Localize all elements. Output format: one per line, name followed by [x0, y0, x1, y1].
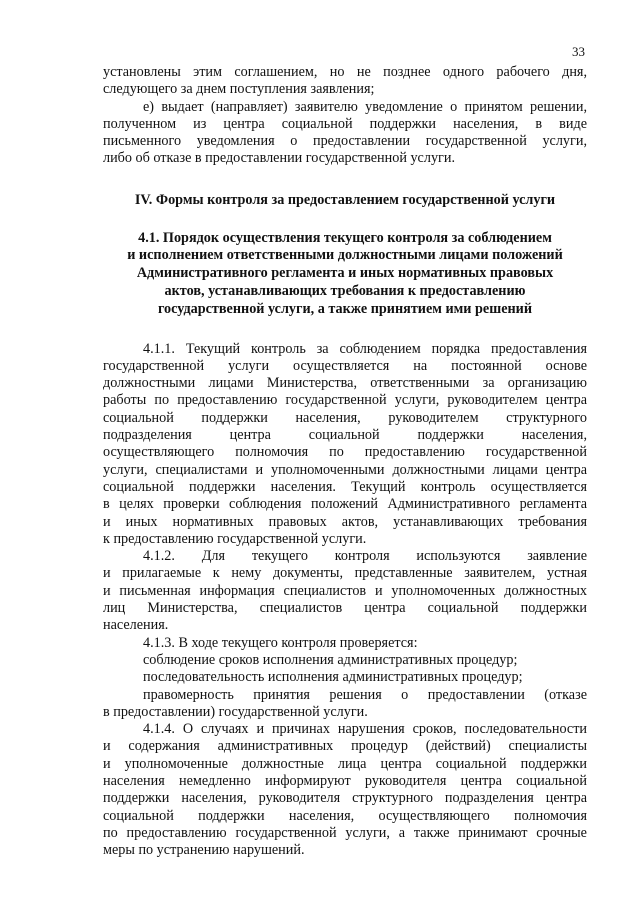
text-line: установлены этим соглашением, но не позднее одного рабочего дня, [103, 64, 587, 80]
subsection-title-line: государственной услуги, а также принятием ими решений [157, 300, 533, 317]
text-line: социальной поддержки населения, руководителем структурного [103, 409, 587, 426]
text-line: лиц Министерства, специалистов центра социальной поддержки [103, 600, 587, 617]
text-line: е) выдает (направляет) заявителю уведомление о принятом решении, [143, 98, 587, 115]
text-line: и письменная информация специалистов и уполномоченных должностных [103, 582, 587, 599]
text-line: полученном из центра социальной поддержки населения, в виде [103, 115, 587, 132]
subsection-title-line: актов, устанавливающих требования к предоставлению [164, 282, 526, 299]
text-line: либо об отказе в предоставлении государственной услуги. [103, 150, 455, 167]
section-title: IV. Формы контроля за предоставлением государственной услуги [134, 191, 556, 208]
page-number: 33 [572, 44, 585, 59]
text-line: правомерность принятия решения о предоставлении (отказе [143, 686, 587, 703]
text-line: соблюдение сроков исполнения административных процедур; [143, 651, 518, 668]
subsection-title-line: Административного регламента и иных нормативных правовых [136, 265, 554, 282]
text-line: поддержки населения, руководителя структурного подразделения центра [103, 790, 587, 807]
text-line: населения. [103, 617, 169, 634]
text-line: 4.1.2. Для текущего контроля используются заявление [143, 548, 587, 565]
text-line: последовательность исполнения административных процедур; [143, 669, 523, 686]
subsection-title-line: и исполнением ответственными должностными лицами положений [127, 247, 563, 264]
text-line: и содержания административных процедур (действий) специалисты [103, 738, 587, 755]
text-line: и прилагаемые к нему документы, представленные заявителем, устная [103, 565, 587, 582]
subsection-title [103, 230, 587, 319]
text-line: 4.1.4. О случаях и причинах нарушения сроков, последовательности [143, 721, 587, 738]
text-line: государственной услуги осуществляется на постоянной основе [103, 357, 587, 374]
text-line: осуществляющего полномочия по предоставлению государственной [103, 444, 587, 461]
text-line: социальной поддержки населения. Текущий контроль осуществляется [103, 478, 587, 495]
document-body [103, 64, 587, 859]
text-line: услуги, специалистами и уполномоченными должностными лицами центра [103, 461, 587, 478]
text-line: в предоставлении) государственной услуги. [103, 703, 368, 720]
text-line: к предоставлению государственной услуги. [103, 530, 367, 547]
text-line: меры по устранению нарушений. [103, 842, 305, 859]
text-line: 4.1.1. Текущий контроль за соблюдением порядка предоставления [143, 340, 587, 357]
text-line: должностными лицами Министерства, ответственными за организацию [103, 375, 587, 392]
text-line: по предоставлению государственной услуги, а также принимают срочные [103, 824, 587, 841]
text-line: следующего за днем поступления заявления; [103, 81, 375, 98]
text-line: 4.1.3. В ходе текущего контроля проверяется: [143, 634, 418, 651]
subsection-title-line: 4.1. Порядок осуществления текущего контроля за соблюдением [138, 229, 552, 246]
text-line: социальной поддержки населения, осуществляющего полномочия [103, 807, 587, 824]
text-line: и уполномоченные должностные лица центра социальной поддержки [103, 755, 587, 772]
text-line: работы по предоставлению государственной услуги, руководителем центра [103, 392, 587, 409]
text-line: в целях проверки соблюдения положений Административного регламента [103, 496, 587, 513]
text-line: подразделения центра социальной поддержки населения, [103, 427, 587, 444]
text-line: и иных нормативных правовых актов, устанавливающих требования [103, 513, 587, 530]
text-line: населения немедленно информируют руководителя центра социальной [103, 772, 587, 789]
text-line: письменного уведомления о предоставлении государственной услуги, [103, 133, 587, 150]
